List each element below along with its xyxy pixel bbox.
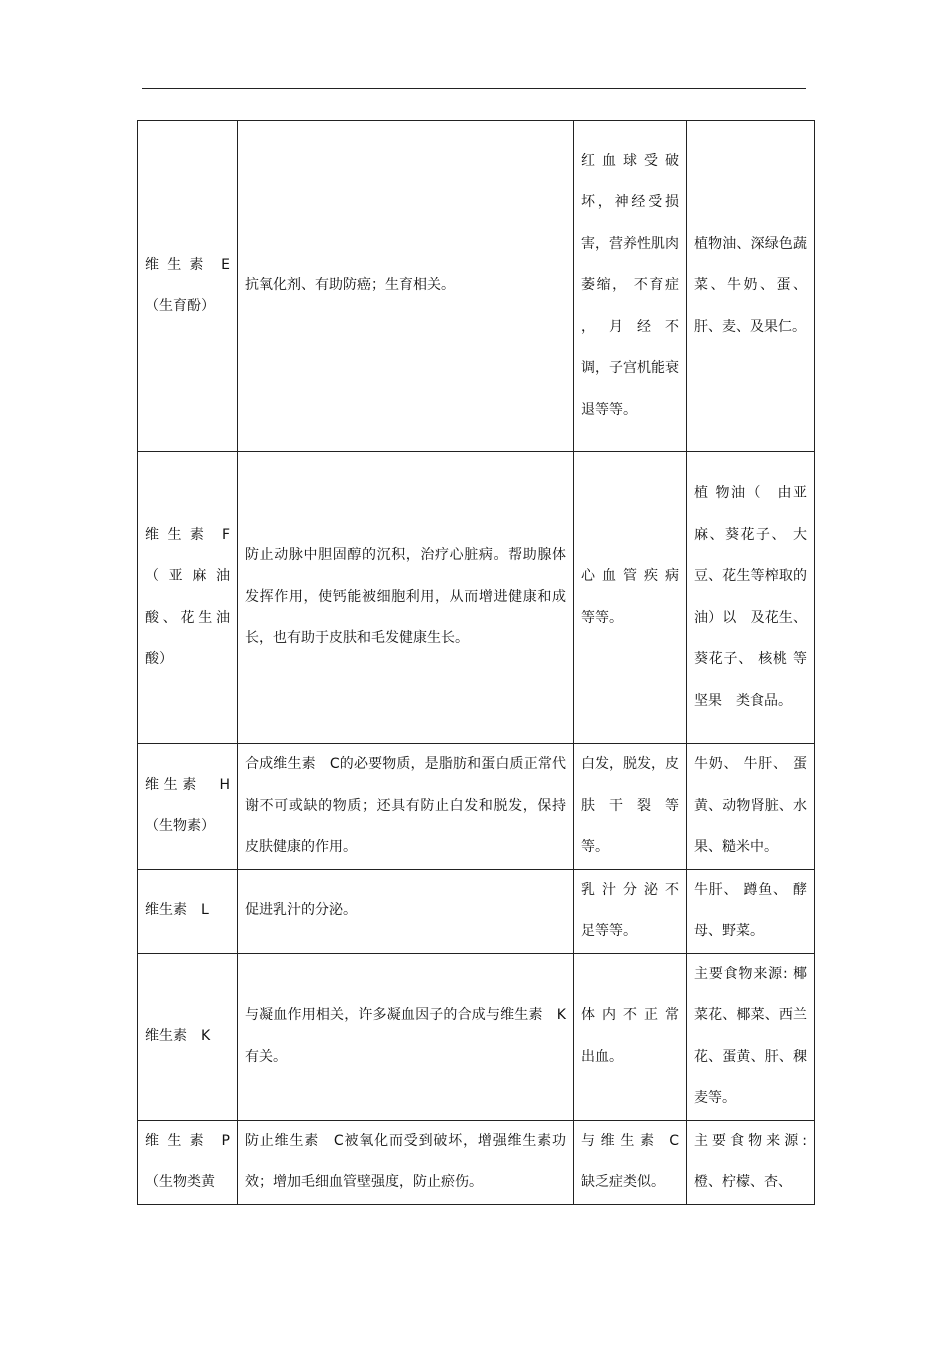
table-row	[138, 744, 815, 870]
vitamin-name-cell: 维生素 K	[138, 953, 238, 1120]
food-source-cell: 牛奶、 牛肝、 蛋黄、动物肾脏、水果、糙米中。	[687, 744, 815, 870]
function-cell: 合成维生素 C的必要物质，是脂肪和蛋白质正常代谢不可或缺的物质；还具有防止白发和脱发，保持皮肤健康的作用。	[238, 744, 574, 870]
deficiency-cell: 心 血 管 疾 病 等等。	[574, 452, 687, 744]
function-cell: 与凝血作用相关，许多凝血因子的合成与维生素 K有关。	[238, 953, 574, 1120]
function-cell: 防止动脉中胆固醇的沉积，治疗心脏病。帮助腺体发挥作用，使钙能被细胞利用，从而增进健康和成长，也有助于皮肤和毛发健康生长。	[238, 452, 574, 744]
function-cell: 防止维生素 C被氧化而受到破坏，增强维生素功效；增加毛细血管壁强度，防止瘀伤。	[238, 1120, 574, 1204]
food-source-cell: 主要食物来源: 椰菜花、椰菜、西兰花、蛋黄、肝、稞麦等。	[687, 953, 815, 1120]
deficiency-cell: 乳 汁 分 泌 不 足等等。	[574, 869, 687, 953]
table-row	[138, 953, 815, 1120]
vitamin-name-cell: 维 生 素 F（ 亚 麻 油 酸、花生油酸）	[138, 452, 238, 744]
deficiency-cell: 红 血 球 受 破 坏，神经受损害，营养性肌肉萎缩， 不育症 ， 月 经 不 调，子宫机能衰退等等。	[574, 121, 687, 452]
food-source-cell: 牛肝、 蹲鱼、 酵母、野菜。	[687, 869, 815, 953]
deficiency-cell: 体 内 不 正 常 出血。	[574, 953, 687, 1120]
vitamin-name-cell: 维生素 H（生物素）	[138, 744, 238, 870]
table-row	[138, 869, 815, 953]
deficiency-cell: 与 维 生 素 C缺乏症类似。	[574, 1120, 687, 1204]
function-cell: 促进乳汁的分泌。	[238, 869, 574, 953]
deficiency-cell: 白发，脱发，皮 肤 干 裂 等 等。	[574, 744, 687, 870]
vitamin-table	[137, 120, 815, 1205]
table-row	[138, 121, 815, 452]
food-source-cell: 植物油、深绿色蔬菜、牛奶、蛋、肝、麦、及果仁。	[687, 121, 815, 452]
vitamin-name-cell: 维生素 L	[138, 869, 238, 953]
vitamin-name-cell: 维 生 素 E（生育酚）	[138, 121, 238, 452]
table-row	[138, 1120, 815, 1204]
food-source-cell: 主要食物来源: 橙、柠檬、杏、	[687, 1120, 815, 1204]
food-source-cell: 植 物油（ 由亚麻、葵花子、 大豆、花生等榨取的 油）以 及花生、葵花子、 核桃 等坚果 类食品。	[687, 452, 815, 744]
header-rule	[142, 88, 806, 89]
function-cell: 抗氧化剂、有助防癌；生育相关。	[238, 121, 574, 452]
table-row	[138, 452, 815, 744]
vitamin-name-cell: 维 生 素 P（生物类黄	[138, 1120, 238, 1204]
